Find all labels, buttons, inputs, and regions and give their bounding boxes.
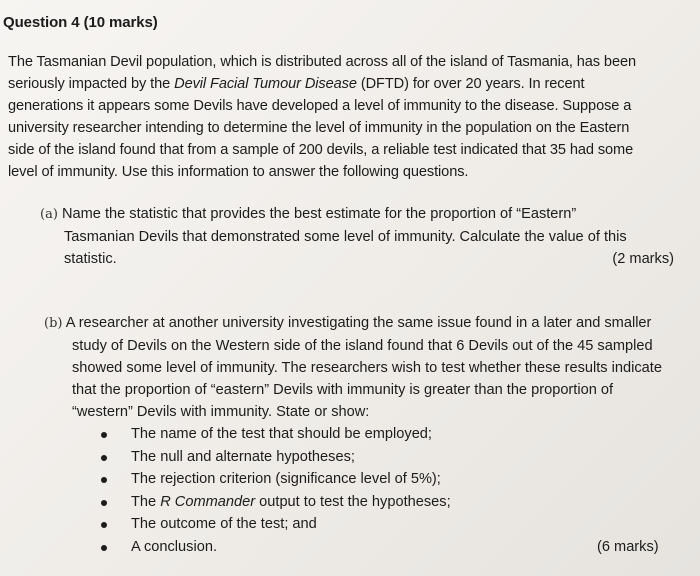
list-item [44, 468, 674, 491]
bullet-icon [101, 545, 107, 551]
part-b-line-3: showed some level of immunity. The researchers wish to test whether these results indicate [72, 360, 662, 376]
bullet-icon [101, 500, 107, 506]
part-a-text-3: statistic. [64, 251, 117, 267]
bullet-text: The name of the test that should be employed; [131, 426, 432, 442]
bullet-text: A conclusion. [131, 538, 217, 555]
part-a-marks: (2 marks) [612, 251, 674, 267]
part-b-line-1 [44, 312, 674, 335]
list-item [44, 536, 674, 559]
part-a-line-2: Tasmanian Devils that demonstrated some level of immunity. Calculate the value of this [64, 229, 627, 245]
bullet-icon [101, 477, 107, 483]
intro-line-5: side of the island found that from a sample of 200 devils, a reliable test indicated that 35 had some [8, 142, 634, 158]
intro-line-1: The Tasmanian Devil population, which is distributed across all of the island of Tasmania, has been [8, 54, 636, 70]
part-b [44, 312, 674, 558]
intro-line-2-start: seriously impacted by the [8, 76, 175, 92]
part-b-line-4: that the proportion of “eastern” Devils with immunity is greater than the proportion of [72, 382, 614, 398]
list-item [44, 513, 674, 536]
bullet-text [131, 491, 451, 513]
bullet-icon [101, 455, 107, 461]
intro-line-3: generations it appears some Devils have developed a level of immunity to the disease. Suppose a [8, 98, 632, 114]
list-item [44, 446, 674, 469]
bullet-icon [101, 522, 107, 528]
intro-line-2-end: (DFTD) for over 20 years. In recent [356, 76, 585, 92]
part-a-line-3 [40, 248, 680, 270]
part-b-line-2: study of Devils on the Western side of the island found that 6 Devils out of the 45 sampled [72, 338, 653, 354]
r-commander-name: R Commander [160, 493, 256, 510]
list-item [44, 491, 674, 514]
part-b-bullet-list [44, 423, 674, 558]
list-item [44, 423, 674, 446]
part-b-text-1: A researcher at another university investigating the same issue found in a later and smaller [65, 315, 652, 331]
bullet-text: The rejection criterion (significance level of 5%); [131, 471, 441, 487]
intro-line-4: university researcher intending to determine the level of immunity in the population on the Eastern [8, 120, 630, 136]
part-a-line-1 [40, 203, 680, 226]
part-b-line-5: “western” Devils with immunity. State or show: [72, 404, 370, 420]
part-b-label: (b) [44, 316, 63, 331]
intro-line-6: level of immunity. Use this information to answer the following questions. [8, 164, 469, 180]
question-intro [8, 51, 688, 183]
bullet-text: The outcome of the test; and [131, 516, 317, 532]
intro-line-2 [8, 73, 688, 95]
disease-name: Devil Facial Tumour Disease [174, 76, 357, 92]
bullet-icon [101, 432, 107, 438]
question-title: Question 4 (10 marks) [3, 14, 158, 31]
bullet-4-rest: output to test the hypotheses; [259, 493, 451, 510]
bullet-text: The null and alternate hypotheses; [131, 448, 355, 465]
bullet-4-prefix: The [131, 493, 161, 510]
part-a [40, 203, 680, 270]
part-a-label: (a) [40, 207, 58, 222]
part-a-text-1: Name the statistic that provides the best estimate for the proportion of “Eastern” [61, 206, 577, 222]
part-b-marks: (6 marks) [597, 539, 659, 555]
